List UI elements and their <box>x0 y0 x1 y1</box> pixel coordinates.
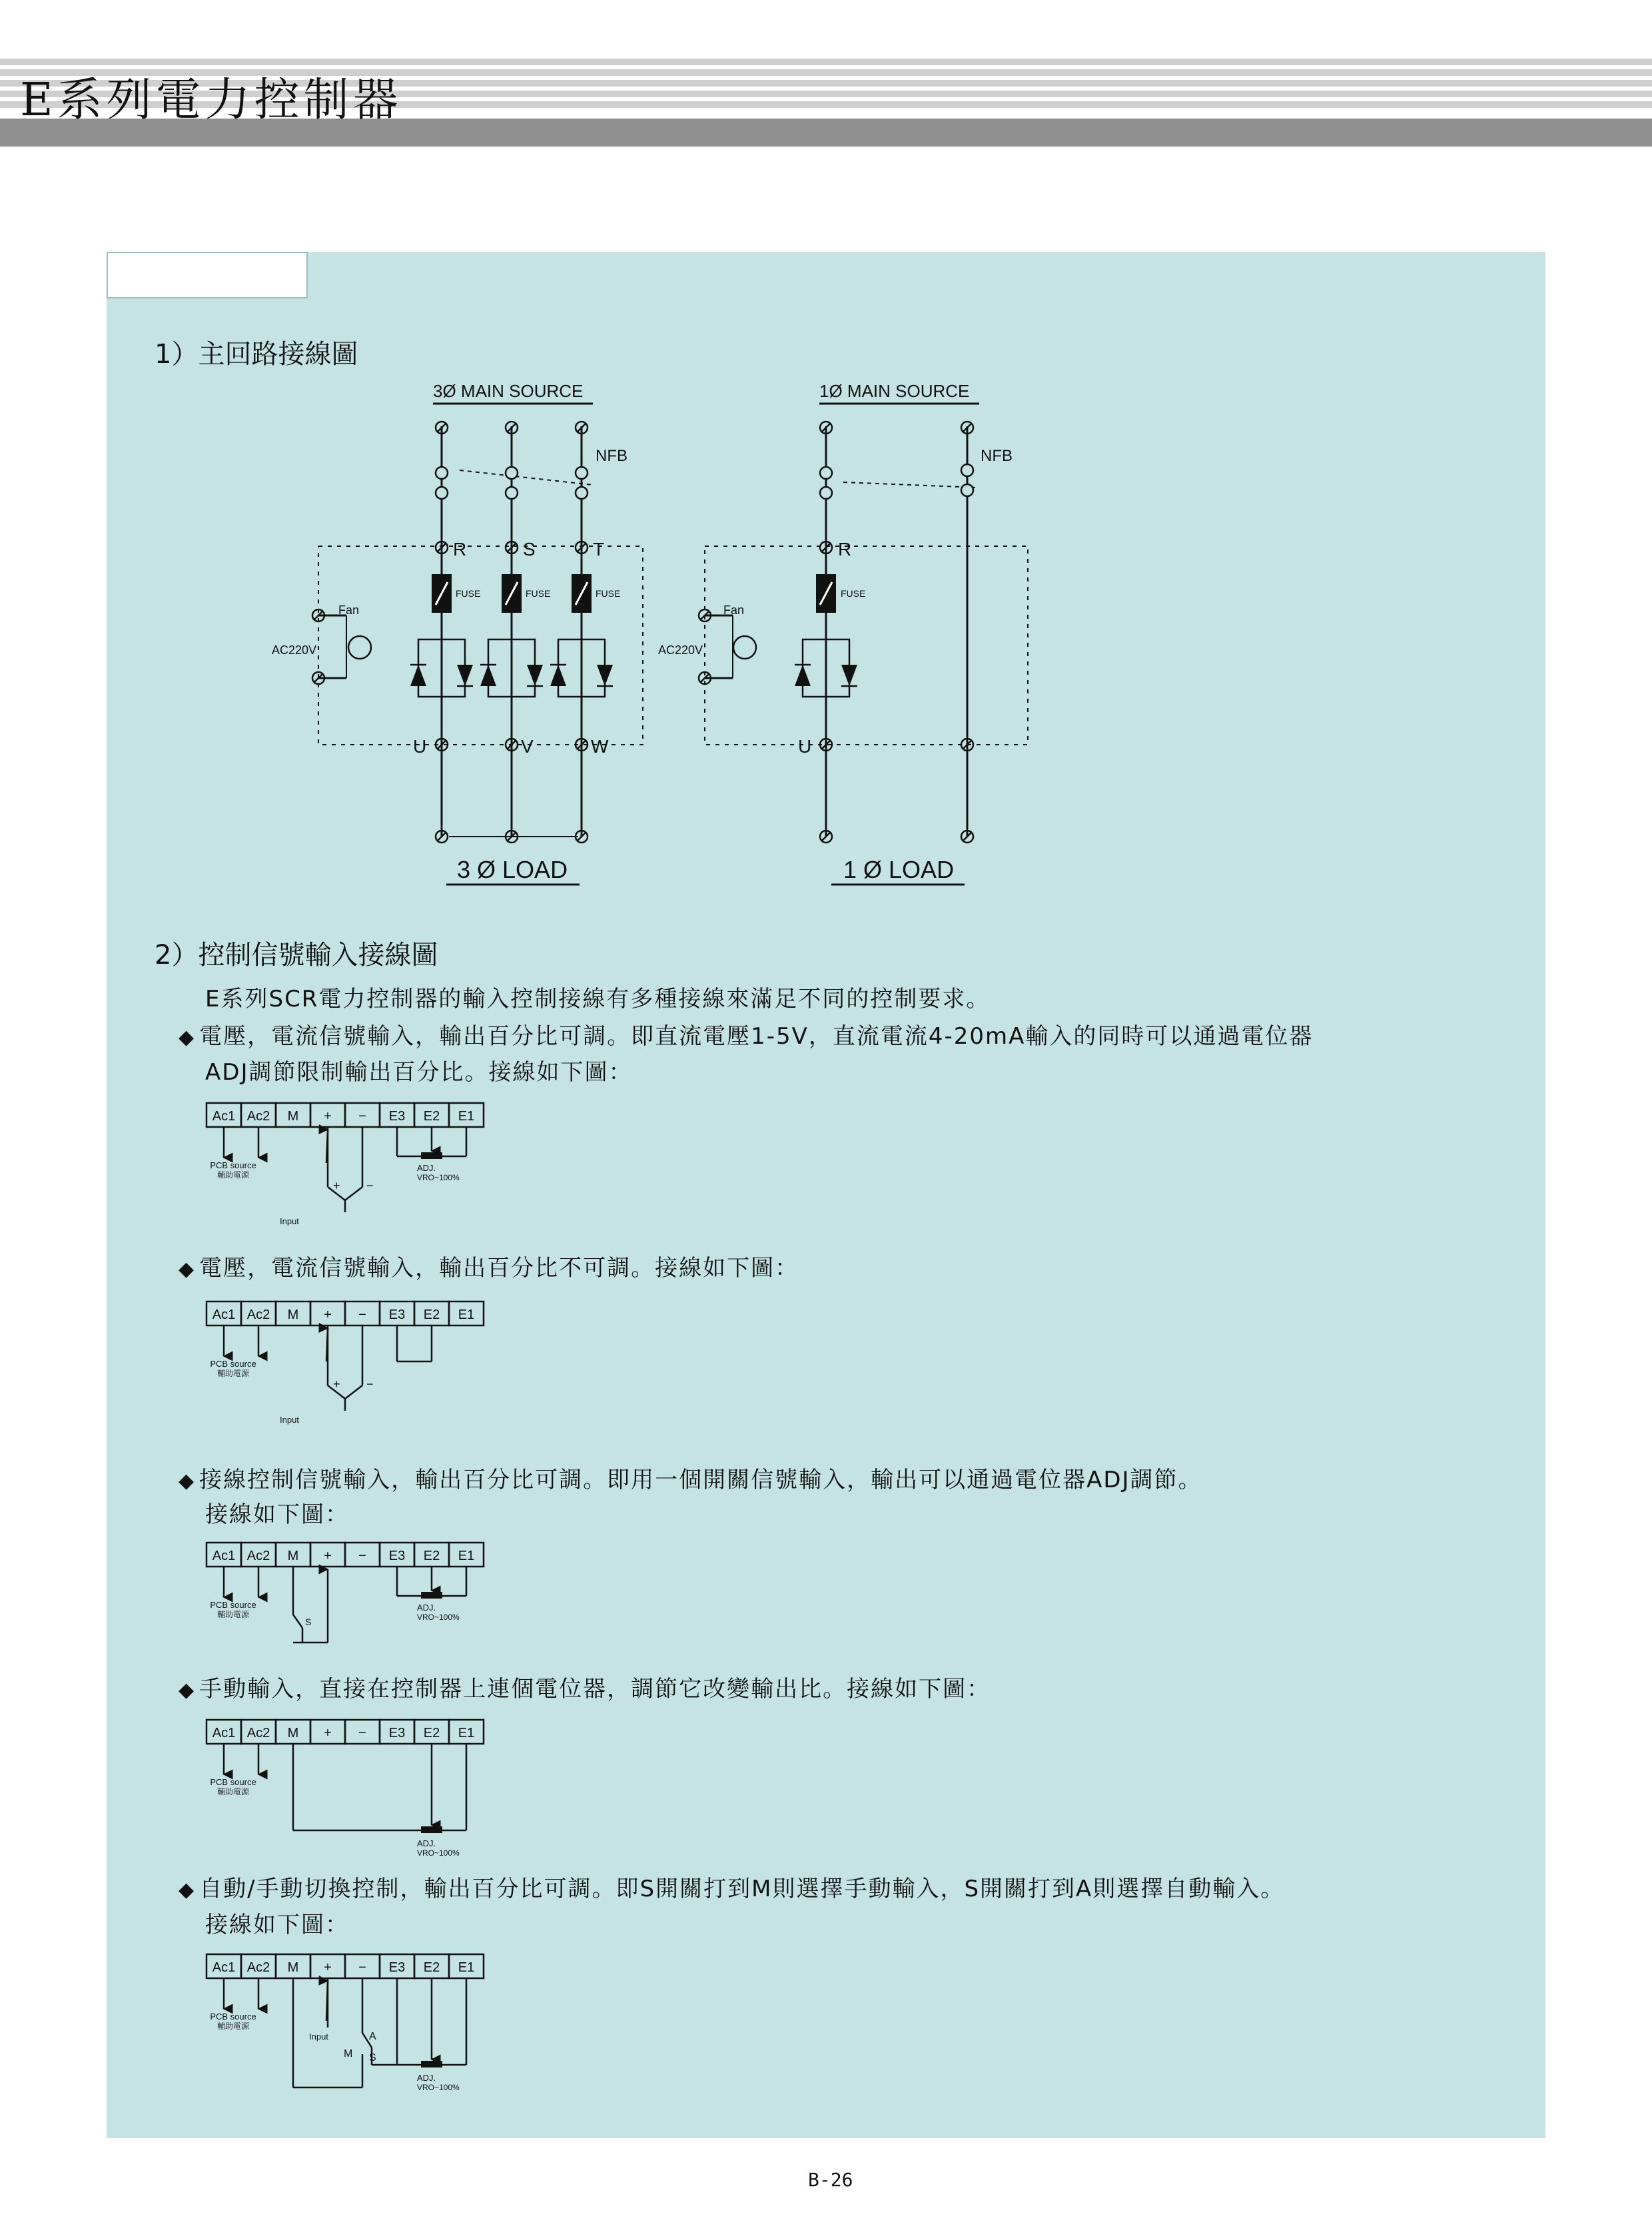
vro-label-1: VRO~100% <box>417 1173 460 1182</box>
terminal-label-Ac1: Ac1 <box>212 1549 236 1563</box>
pcb-source-label-1: PCB source <box>210 1160 256 1170</box>
adj-label-3: ADJ. <box>417 1603 436 1613</box>
page-number: B-26 <box>808 2169 853 2191</box>
terminal-label-−: − <box>358 1549 366 1563</box>
phase-r-label-1phase: R <box>838 539 852 559</box>
terminal-label-+: + <box>324 1726 332 1740</box>
terminal-label-E3: E3 <box>388 1726 406 1740</box>
terminal-label-+: + <box>324 1109 332 1124</box>
nfb-label-3phase: NFB <box>596 447 627 465</box>
terminal-label-−: − <box>358 1109 366 1124</box>
terminal-label-E1: E1 <box>458 1307 475 1322</box>
adj-label-4: ADJ. <box>417 1838 436 1848</box>
input-minus-label-1: − <box>366 1179 374 1192</box>
switch-m-label: M <box>344 2048 353 2059</box>
phase-t-label: T <box>593 539 605 559</box>
section-heading-main-circuit: 1）主回路接線圖 <box>155 339 358 370</box>
input-minus-label-2: − <box>366 1377 374 1391</box>
fuse-label-2: FUSE <box>526 588 551 599</box>
bullet-5-line1: ◆ 自動/手動切換控制，輸出百分比可調。即S開關打到M則選擇手動輸入，S開關打到A則選擇自動輸入。 <box>179 1876 1285 1902</box>
terminal-label-E3: E3 <box>388 1109 406 1124</box>
source-label-1phase: 1Ø MAIN SOURCE <box>819 381 970 401</box>
terminal-label-M: M <box>287 1726 299 1740</box>
switch-s-label-5: S <box>369 2052 376 2063</box>
terminal-label-M: M <box>287 1549 299 1563</box>
terminal-strip-2 <box>206 1302 484 1325</box>
bullet-3-line2: 接線如下圖： <box>205 1501 349 1528</box>
terminal-strip-4 <box>206 1720 484 1744</box>
adj-label-1: ADJ. <box>417 1163 436 1173</box>
out-v-label: V <box>521 736 534 757</box>
terminal-label-+: + <box>324 1960 332 1975</box>
fan-label-3phase: Fan <box>338 603 360 617</box>
terminal-label-−: − <box>358 1960 366 1975</box>
terminal-label-Ac1: Ac1 <box>212 1960 236 1975</box>
input-label-1: Input <box>280 1216 299 1226</box>
phase-s-label: S <box>523 539 536 559</box>
terminal-label-Ac1: Ac1 <box>212 1726 236 1740</box>
pcb-source-label-2: PCB source <box>210 1359 256 1369</box>
terminal-strip-5 <box>206 1954 484 1978</box>
terminal-strip-1 <box>206 1103 484 1127</box>
terminal-label-M: M <box>287 1960 299 1975</box>
fuse-label-1phase: FUSE <box>841 588 866 599</box>
pot-body-3 <box>421 1592 442 1599</box>
pcb-source-cn-label-4: 輔助電源 <box>216 1787 250 1796</box>
input-label-2: Input <box>280 1415 299 1425</box>
load-label-3phase: 3 Ø LOAD <box>457 856 568 883</box>
manual-pot-body <box>421 1826 442 1833</box>
bullet-3-line1: ◆ 接線控制信號輸入，輸出百分比可調。即用一個開關信號輸入，輸出可以通過電位器ADJ調節。 <box>179 1467 1202 1493</box>
input-plus-label-2: + <box>333 1377 340 1391</box>
terminal-label-Ac2: Ac2 <box>246 1960 270 1975</box>
pcb-source-cn-label-1: 輔助電源 <box>216 1170 250 1180</box>
fuse-label-3: FUSE <box>596 588 621 599</box>
bullet-1-line2: ADJ調節限制輸出百分比。接線如下圖： <box>205 1059 633 1086</box>
terminal-label-Ac2: Ac2 <box>246 1307 270 1322</box>
switch-blade-3 <box>293 1615 302 1628</box>
terminal-label-E1: E1 <box>458 1109 475 1124</box>
out-u-label-1phase: U <box>798 736 812 757</box>
terminal-label-+: + <box>324 1307 332 1322</box>
nfb-label-1phase: NFB <box>981 447 1013 465</box>
terminal-label-E1: E1 <box>458 1726 475 1740</box>
bullet-4-line1: ◆ 手動輸入，直接在控制器上連個電位器，調節它改變輸出比。接線如下圖： <box>179 1676 991 1702</box>
out-w-label: W <box>591 736 609 757</box>
section-heading-control-signal: 2）控制信號輸入接線圖 <box>155 940 438 970</box>
terminal-label-Ac2: Ac2 <box>246 1109 270 1124</box>
bullet-2-line1: ◆ 電壓，電流信號輸入，輸出百分比不可調。接線如下圖： <box>179 1255 799 1282</box>
terminal-label-E2: E2 <box>423 1726 440 1740</box>
pcb-source-cn-label-5: 輔助電源 <box>216 2022 250 2031</box>
terminal-label-E3: E3 <box>388 1960 406 1975</box>
input-vee-right-1 <box>345 1187 362 1200</box>
terminal-label-M: M <box>287 1109 299 1124</box>
terminal-label-E2: E2 <box>423 1960 440 1975</box>
pcb-source-cn-label-2: 輔助電源 <box>216 1369 250 1378</box>
pcb-source-label-3: PCB source <box>210 1600 256 1610</box>
ac-label-1phase: AC220V <box>658 643 703 657</box>
terminal-label-Ac1: Ac1 <box>212 1109 236 1124</box>
terminal-label-Ac1: Ac1 <box>212 1307 236 1322</box>
fuse-label-1: FUSE <box>456 588 481 599</box>
pcb-source-label-4: PCB source <box>210 1777 256 1787</box>
terminal-label-E2: E2 <box>423 1109 440 1124</box>
terminal-label-M: M <box>287 1307 299 1322</box>
switch-a-label: A <box>369 2031 376 2042</box>
phase-r-label: R <box>453 539 467 559</box>
source-label-3phase: 3Ø MAIN SOURCE <box>433 381 584 401</box>
input-label-5: Input <box>309 2032 328 2042</box>
ac-label-3phase: AC220V <box>272 643 317 657</box>
input-plus-label-1: + <box>333 1179 340 1192</box>
fan-label-1phase: Fan <box>723 603 745 617</box>
switch-s-label-3: S <box>305 1617 312 1627</box>
terminal-label-E1: E1 <box>458 1549 475 1563</box>
terminal-label-E3: E3 <box>388 1549 406 1563</box>
load-label-1phase: 1 Ø LOAD <box>843 856 955 883</box>
pcb-source-cn-label-3: 輔助電源 <box>216 1610 250 1619</box>
vro-label-5: VRO~100% <box>417 2083 460 2092</box>
terminal-label-+: + <box>324 1549 332 1563</box>
pcb-source-label-5: PCB source <box>210 2012 256 2022</box>
terminal-label-Ac2: Ac2 <box>246 1726 270 1740</box>
vro-label-4: VRO~100% <box>417 1848 460 1858</box>
terminal-label-−: − <box>358 1307 366 1322</box>
terminal-label-E1: E1 <box>458 1960 475 1975</box>
vro-label-3: VRO~100% <box>417 1613 460 1622</box>
page-title: E系列電力控制器 <box>20 74 402 127</box>
terminal-label-E2: E2 <box>423 1549 440 1563</box>
section-intro: E系列SCR電力控制器的輸入控制接線有多種接線來滿足不同的控制要求。 <box>205 986 991 1012</box>
bullet-5-line2: 接線如下圖： <box>205 1912 349 1938</box>
adj-label-5: ADJ. <box>417 2073 436 2083</box>
pot-body-1 <box>421 1152 442 1159</box>
am-pot-body <box>421 2061 442 2067</box>
out-u-label: U <box>413 736 427 757</box>
terminal-label-−: − <box>358 1726 366 1740</box>
terminal-label-E3: E3 <box>388 1307 406 1322</box>
terminal-label-E2: E2 <box>423 1307 440 1322</box>
input-vee-right-2 <box>345 1385 362 1399</box>
terminal-label-Ac2: Ac2 <box>246 1549 270 1563</box>
bullet-1-line1: ◆ 電壓，電流信號輸入，輸出百分比可調。即直流電壓1-5V，直流電流4-20mA輸入的同時可以通過電位器 <box>179 1023 1314 1050</box>
terminal-strip-3 <box>206 1543 484 1567</box>
